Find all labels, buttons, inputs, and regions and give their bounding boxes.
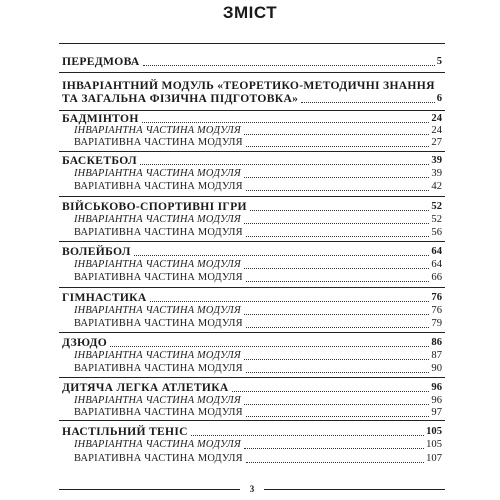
toc-entry[interactable]	[62, 291, 442, 305]
leader-dots	[142, 122, 430, 123]
toc-entry[interactable]	[62, 381, 442, 395]
toc-entry-label: ВОЛЕЙБОЛ	[62, 245, 131, 258]
toc-entry-page: 97	[431, 407, 442, 418]
toc-entry-page: 86	[431, 337, 442, 348]
toc-entry-label: ІНВАРІАНТНА ЧАСТИНА МОДУЛЯ	[74, 350, 241, 361]
toc-entry-label: ТА ЗАГАЛЬНА ФІЗИЧНА ПІДГОТОВКА»	[62, 92, 299, 105]
toc-entry-page: 96	[431, 395, 442, 406]
toc-entry-page: 42	[431, 181, 442, 192]
toc-entry-label: ІНВАРІАНТНА ЧАСТИНА МОДУЛЯ	[74, 168, 241, 179]
leader-dots	[246, 462, 424, 463]
leader-dots	[140, 164, 429, 165]
leader-dots	[246, 416, 430, 417]
toc-subentry[interactable]	[74, 362, 442, 376]
toc-entry[interactable]	[62, 154, 442, 168]
toc-entry-page: 5	[436, 56, 442, 67]
toc-entry[interactable]	[62, 425, 442, 439]
toc-entry-page: 76	[431, 305, 442, 316]
toc-entry[interactable]	[62, 200, 442, 214]
toc-entry-label: ІНВАРІАНТНА ЧАСТИНА МОДУЛЯ	[74, 395, 241, 406]
toc-entry-label: ГІМНАСТИКА	[62, 291, 147, 304]
toc-entry-label: ВАРІАТИВНА ЧАСТИНА МОДУЛЯ	[74, 453, 243, 464]
toc-entry-label: ІНВАРІАНТНА ЧАСТИНА МОДУЛЯ	[74, 259, 241, 270]
leader-dots	[232, 391, 430, 392]
leader-dots	[246, 281, 430, 282]
toc-subentry[interactable]	[74, 213, 442, 227]
page-title: ЗМІСТ	[222, 3, 278, 22]
toc-entry-page: 52	[431, 201, 442, 212]
toc-subentry[interactable]	[74, 226, 442, 240]
toc-entry-label: ІНВАРІАНТНА ЧАСТИНА МОДУЛЯ	[74, 439, 241, 450]
footer-rule	[59, 489, 240, 490]
toc-entry-label: ДЗЮДО	[62, 336, 108, 349]
toc-entry-page: 66	[431, 272, 442, 283]
leader-dots	[301, 102, 434, 103]
toc-entry-page: 39	[431, 155, 442, 166]
toc-entry-label: ВАРІАТИВНА ЧАСТИНА МОДУЛЯ	[74, 227, 243, 238]
leader-dots	[143, 65, 435, 66]
toc-subentry[interactable]	[74, 452, 442, 466]
leader-dots	[244, 134, 429, 135]
leader-dots	[244, 268, 429, 269]
leader-dots	[244, 314, 429, 315]
leader-dots	[246, 190, 430, 191]
toc-entry-label: ВАРІАТИВНА ЧАСТИНА МОДУЛЯ	[74, 363, 243, 374]
leader-dots	[244, 223, 429, 224]
leader-dots	[110, 346, 429, 347]
toc-entry[interactable]	[62, 92, 442, 106]
toc-entry-label: ІНВАРІАНТНА ЧАСТИНА МОДУЛЯ	[74, 214, 241, 225]
toc-entry-page: 64	[431, 246, 442, 257]
footer-rule	[264, 489, 445, 490]
section-rule	[59, 287, 445, 288]
toc-entry-label[interactable]: ІНВАРІАНТНИЙ МОДУЛЬ «ТЕОРЕТИКО-МЕТОДИЧНІ ЗНАННЯ	[62, 79, 435, 92]
toc-subentry[interactable]	[74, 438, 442, 452]
toc-subentry[interactable]	[74, 136, 442, 150]
toc-subentry[interactable]	[74, 258, 442, 272]
toc-entry-label: ВАРІАТИВНА ЧАСТИНА МОДУЛЯ	[74, 181, 243, 192]
toc-entry-page: 24	[431, 125, 442, 136]
toc-subentry[interactable]	[74, 271, 442, 285]
section-rule	[59, 110, 445, 111]
toc-entry-label: ВАРІАТИВНА ЧАСТИНА МОДУЛЯ	[74, 407, 243, 418]
leader-dots	[150, 301, 430, 302]
toc-entry-label: БАСКЕТБОЛ	[62, 154, 137, 167]
leader-dots	[244, 404, 429, 405]
leader-dots	[246, 372, 430, 373]
toc-entry-label: ВАРІАТИВНА ЧАСТИНА МОДУЛЯ	[74, 137, 243, 148]
leader-dots	[244, 359, 429, 360]
toc-entry-page: 39	[431, 168, 442, 179]
toc-entry-page: 96	[431, 382, 442, 393]
toc-entry-label: ДИТЯЧА ЛЕГКА АТЛЕТИКА	[62, 381, 229, 394]
section-rule	[59, 72, 445, 73]
section-rule	[59, 151, 445, 152]
page-number: 3	[249, 484, 255, 494]
leader-dots	[246, 146, 430, 147]
toc-entry-label: ВАРІАТИВНА ЧАСТИНА МОДУЛЯ	[74, 318, 243, 329]
leader-dots	[244, 177, 429, 178]
toc-entry-label: ІНВАРІАНТНА ЧАСТИНА МОДУЛЯ	[74, 305, 241, 316]
page-footer	[59, 482, 445, 496]
leader-dots	[191, 435, 424, 436]
toc-entry[interactable]	[62, 55, 442, 69]
toc-entry-page: 87	[431, 350, 442, 361]
toc-subentry[interactable]	[74, 180, 442, 194]
toc-entry-label: БАДМІНТОН	[62, 112, 139, 125]
toc-entry-page: 56	[431, 227, 442, 238]
toc-entry-page: 105	[426, 426, 442, 437]
toc-entry-page: 90	[431, 363, 442, 374]
toc-entry-page: 79	[431, 318, 442, 329]
leader-dots	[134, 255, 430, 256]
section-rule	[59, 377, 445, 378]
toc-entry-page: 6	[436, 93, 442, 104]
toc-entry-label: ВАРІАТИВНА ЧАСТИНА МОДУЛЯ	[74, 272, 243, 283]
toc-entry-page: 52	[431, 214, 442, 225]
section-rule	[59, 241, 445, 242]
toc-entry-page: 27	[431, 137, 442, 148]
leader-dots	[246, 327, 430, 328]
toc-entry-label: ІНВАРІАНТНА ЧАСТИНА МОДУЛЯ	[74, 125, 241, 136]
section-rule	[59, 332, 445, 333]
toc-entry-page: 105	[426, 439, 442, 450]
toc-entry-page: 76	[431, 292, 442, 303]
toc-entry-label: ВІЙСЬКОВО-СПОРТИВНІ ІГРИ	[62, 200, 247, 213]
section-rule	[59, 43, 445, 44]
toc-entry[interactable]	[62, 336, 442, 350]
toc-entry-page: 24	[431, 113, 442, 124]
toc-entry-page: 64	[431, 259, 442, 270]
toc-subentry[interactable]	[74, 317, 442, 331]
leader-dots	[250, 210, 430, 211]
toc-subentry[interactable]	[74, 167, 442, 181]
toc-entry-label: НАСТІЛЬНИЙ ТЕНІС	[62, 425, 188, 438]
toc-subentry[interactable]	[74, 406, 442, 420]
section-rule	[59, 196, 445, 197]
toc-subentry[interactable]	[74, 304, 442, 318]
toc-entry-label: ПЕРЕДМОВА	[62, 55, 140, 68]
toc-entry-page: 107	[426, 453, 442, 464]
toc-subentry[interactable]	[74, 349, 442, 363]
toc-entry[interactable]	[62, 245, 442, 259]
section-rule	[59, 420, 445, 421]
leader-dots	[244, 448, 424, 449]
leader-dots	[246, 236, 430, 237]
